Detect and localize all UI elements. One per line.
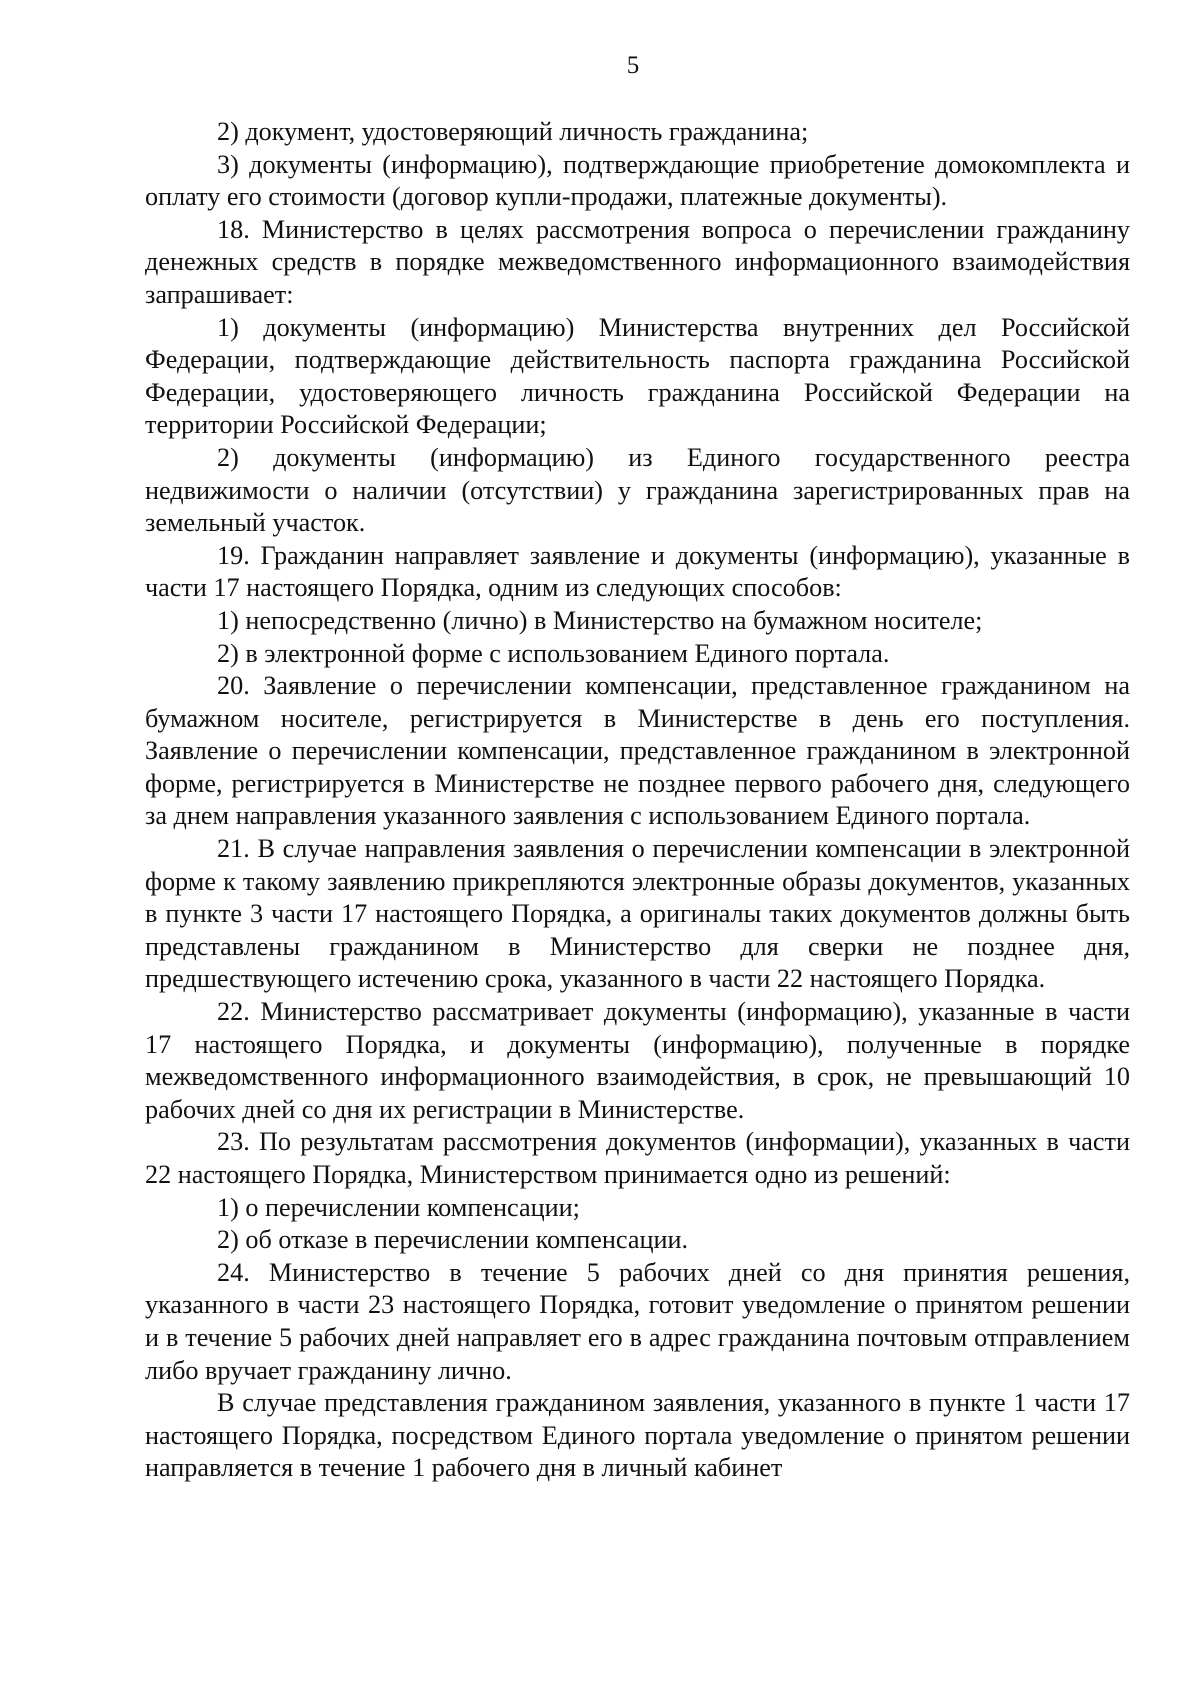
paragraph: 22. Министерство рассматривает документы (информацию), указанные в части 17 настоящего Порядка, и документы (информацию), полученные в порядке межведомственного информационного взаимодействия, в срок, не превышающий 10 рабочих дней со дня их регистрации в Министерстве. [145, 997, 1130, 1124]
paragraph: 2) документы (информацию) из Единого государственного реестра недвижимости о наличии (отсутствии) у гражданина зарегистрированных прав на земельный участок. [145, 442, 1130, 538]
paragraph: 2) документ, удостоверяющий личность гражданина; [217, 117, 809, 146]
paragraph: 1) непосредственно (лично) в Министерство на бумажном носителе; [217, 605, 983, 635]
paragraph: 23. По результатам рассмотрения документов (информации), указанных в части 22 настоящего Порядка, Министерством принимается одно из решений: [145, 1127, 1130, 1189]
document-body [145, 116, 1130, 1485]
paragraph: 1) документы (информацию) Министерства внутренних дел Российской Федерации, подтверждающие действительность паспорта гражданина Российской Федерации, удостоверяющего личность гражданина Российской Федерации на территории Российской Федерации; [145, 312, 1130, 440]
paragraph: 2) об отказе в перечислении компенсации. [217, 1225, 689, 1255]
paragraph: 2) в электронной форме с использованием Единого портала. [217, 638, 890, 668]
paragraph: 20. Заявление о перечислении компенсации, представленное гражданином на бумажном носителе, регистрируется в Министерстве в день его поступления. Заявление о перечислении компенсации, представленное гражданином в электронной форме, регистрируется в Министерстве не позднее первого рабочего дня, следующего за днем направления указанного заявления с использованием Единого портала. [145, 671, 1130, 831]
page-number: 5 [626, 52, 640, 79]
paragraph: 1) о перечислении компенсации; [217, 1192, 580, 1222]
paragraph: 24. Министерство в течение 5 рабочих дней со дня принятия решения, указанного в части 23 настоящего Порядка, готовит уведомление о принятом решении и в течение 5 рабочих дней направляет его в адрес гражданина почтовым отправлением либо вручает гражданину лично. [145, 1257, 1130, 1385]
paragraph: 19. Гражданин направляет заявление и документы (информацию), указанные в части 17 настоящего Порядка, одним из следующих способов: [145, 540, 1130, 603]
paragraph: 3) документы (информацию), подтверждающие приобретение домокомплекта и оплату его стоимости (договор купли-продажи, платежные документы). [145, 149, 1130, 212]
paragraph: 18. Министерство в целях рассмотрения вопроса о перечислении гражданину денежных средств в порядке межведомственного информационного взаимодействия запрашивает: [145, 214, 1130, 309]
paragraph: В случае представления гражданином заявления, указанного в пункте 1 части 17 настоящего Порядка, посредством Единого портала уведомление о принятом решении направляется в течение 1 рабочего дня в личный кабинет [145, 1388, 1130, 1483]
paragraph: 21. В случае направления заявления о перечислении компенсации в электронной форме к такому заявлению прикрепляются электронные образы документов, указанных в пункте 3 части 17 настоящего Порядка, а оригиналы таких документов должны быть представлены гражданином в Министерство для сверки не позднее дня, предшествующего истечению срока, указанного в части 22 настоящего Порядка. [145, 834, 1130, 994]
